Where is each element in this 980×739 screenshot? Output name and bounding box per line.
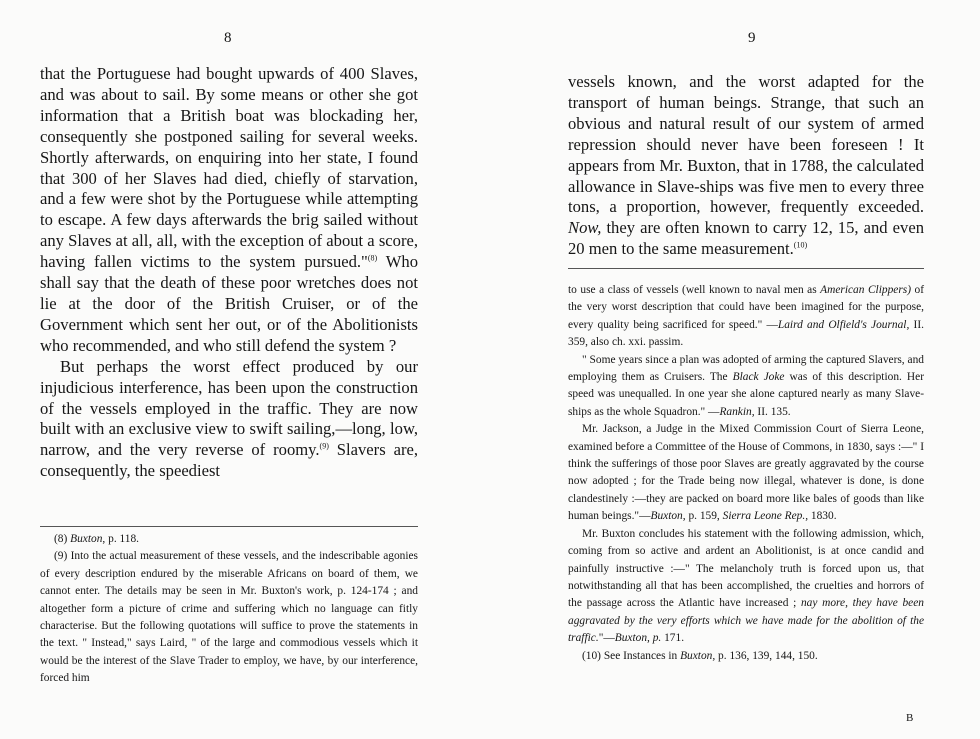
footnote-ref[interactable]: (10) (793, 240, 808, 250)
right-page (490, 0, 980, 739)
footnote-divider (568, 268, 924, 269)
body-text (568, 72, 924, 260)
footnote-divider (40, 526, 418, 527)
footnotes (40, 531, 418, 688)
footnote-continuation: to use a class of vessels (well known to naval men as American Clippers) of the very worst description that could have been imagined for the purpose, every quality being sacrificed for speed." —Laird and Olfield's Journal, II. 359, also ch. xxi. passim. (568, 284, 924, 349)
footnote-9: (9) Into the actual measurement of these vessels, and the indescribable agonies of every description endured by the miserable Africans on board of them, we cannot enter. The details may be seen in Mr. Buxton's work, p. 124-174 ; and altogether form a picture of crime and suffering which no language can fitly characterise. But the following quotations will suffice to prove the statements in the text. " Instead," says Laird, " of the large and commodious vessels which it would be the interest of the Slave Trader to employ, we have, by our interference, forced him (40, 550, 418, 685)
page-number: 8 (224, 30, 232, 46)
footnote-quote: Mr. Jackson, a Judge in the Mixed Commission Court of Sierra Leone, examined before a Committee of the House of Commons, in 1830, says :—" I think the sufferings of those poor Slaves are greatly aggravated by the course now adopted ; for the Trade being now illegal, whatever is done, is done clandestinely :—they are packed on board more like bales of goods than like human beings."—Buxton, p. 159, Sierra Leone Rep., 1830. (568, 423, 924, 523)
paragraph: vessels known, and the worst adapted for the transport of human beings. Strange, that such an obvious and natural result of our system of armed repression should never have been foreseen ! It appears from Mr. Buxton, that in 1788, the calculated allowance in Slave-ships was five men to every three tons, a proportion, however, frequently exceeded. Now, they are often known to carry 12, 15, and even 20 men to the same measurement.$^{(10)}$ (568, 72, 924, 259)
paragraph: that the Portuguese had bought upwards of 400 Slaves, and was about to sail. By some means or other she got information that a British boat was blockading her, consequently she postponed sailing for several weeks. Shortly afterwards, on enquiring into her state, I found that 300 of her Slaves had died, chiefly of starvation, and a few were shot by the Portuguese while attempting to escape. A few days afterwards the brig sailed without any Slaves at all, all, with the exception of about a score, having fallen victims to the system pursued."$^{(8)}$ Who shall say that the death of these poor wretches does not lie at the door of the British Cruiser, or of the Government which sent her out, or of the Abolitionists who recommended, and who still defend the system ? (40, 64, 418, 355)
footnote-quote: Mr. Buxton concludes his statement with the following admission, which, coming from so active and ardent an Abolitionist, is at once candid and painfully instructive :—" The melancholy truth is forced upon us, that notwithstanding all that has been accomplished, the cruelties and horrors of the passage across the Atlantic have increased ; nay more, they have been aggravated by the very efforts which we have made for the abolition of the traffic."—Buxton, p. 171. (568, 527, 924, 645)
footnote-8: (8) Buxton, p. 118. (54, 533, 140, 545)
footnote-ref[interactable]: (9) (319, 441, 329, 451)
page-number: 9 (748, 30, 756, 46)
paragraph: But perhaps the worst effect produced by our injudicious interference, has been upon the construction of the vessels employed in the traffic. They are now built with an exclusive view to swift sailing,—long, low, narrow, and the very reverse of roomy.$^{(9)}$ Slavers are, consequently, the speediest (40, 356, 418, 481)
footnotes (568, 282, 924, 665)
footnote-quote: " Some years since a plan was adopted of arming the captured Slavers, and employing them as Cruisers. The Black Joke was of this description. Her speed was unequalled. In one year she alone captured nearly as many Slave-ships as the whole Squadron." —Rankin, II. 135. (568, 353, 924, 418)
left-page (0, 0, 470, 739)
footnote-ref[interactable]: (8) (367, 253, 378, 263)
body-text (40, 64, 418, 482)
signature-mark: B (906, 712, 914, 724)
footnote-10: (10) See Instances in Buxton, p. 136, 139, 144, 150. (582, 649, 818, 662)
